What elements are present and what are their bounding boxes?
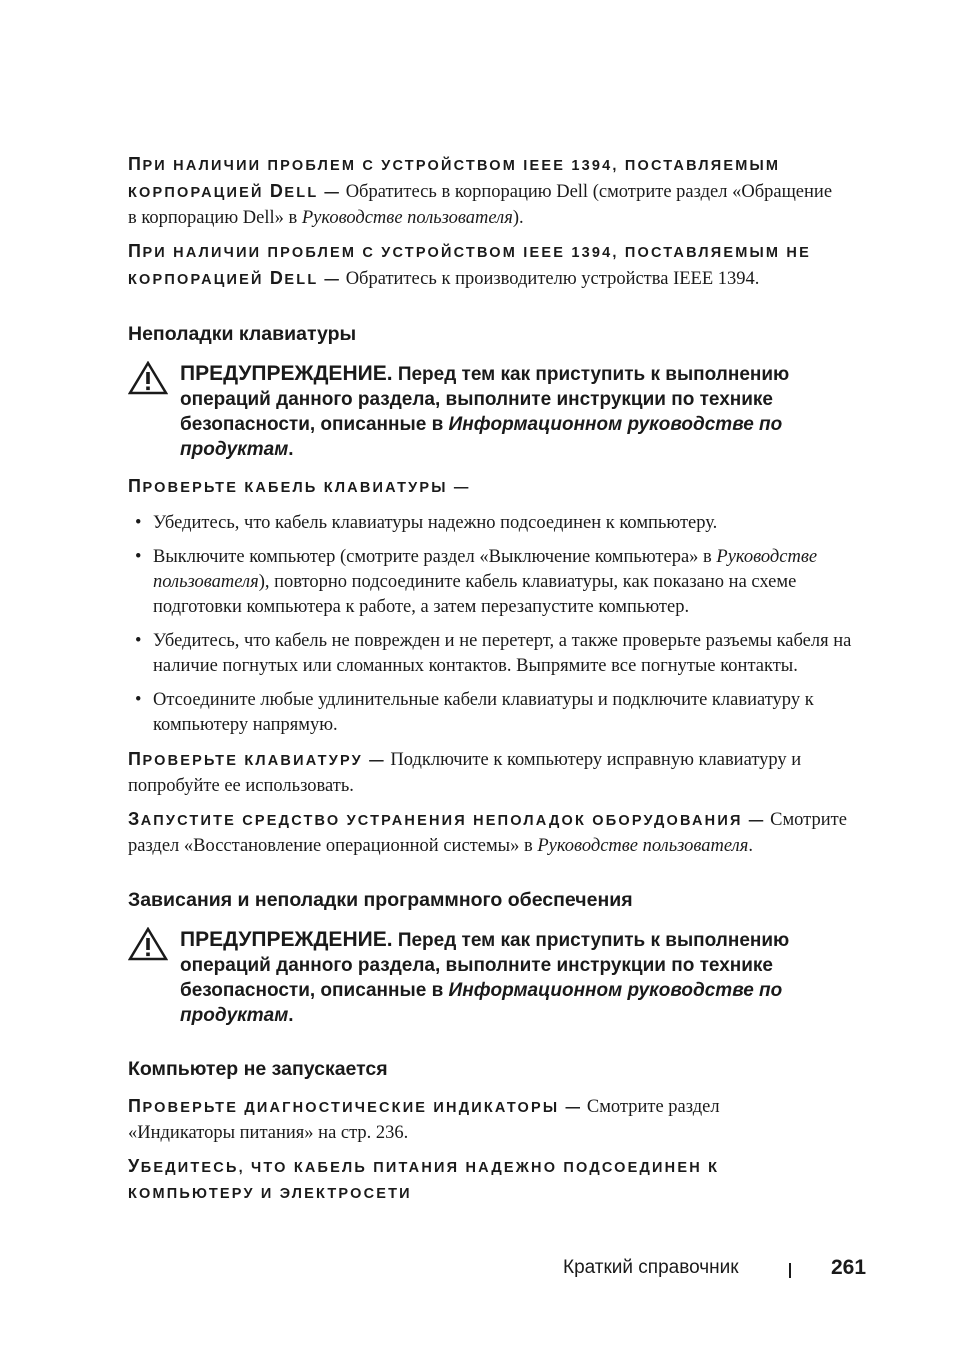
bullet-icon: • bbox=[135, 513, 142, 533]
user-guide-ref: Руководстве пользователя bbox=[537, 836, 749, 856]
keyboard-heading: Неполадки клавиатуры bbox=[128, 323, 357, 345]
warning-triangle-icon bbox=[128, 361, 168, 395]
ieee-non-dell-lead: ПРИ НАЛИЧИИ ПРОБЛЕМ С УСТРОЙСТВОМ IEEE 1394, ПОСТАВЛЯЕМЫМ НЕ КОРПОРАЦИЕЙ DELL — bbox=[128, 241, 811, 288]
page-content bbox=[128, 152, 858, 1215]
warning-label: ПРЕДУПРЕЖДЕНИЕ. bbox=[180, 928, 393, 951]
bullet-icon: • bbox=[135, 631, 142, 651]
warning-label: ПРЕДУПРЕЖДЕНИЕ. bbox=[180, 362, 393, 385]
ieee-dell-lead: ПРИ НАЛИЧИИ ПРОБЛЕМ С УСТРОЙСТВОМ IEEE 1394, ПОСТАВЛЯЕМЫМ КОРПОРАЦИЕЙ DELL — bbox=[128, 154, 781, 201]
hangs-heading: Зависания и неполадки программного обеспечения bbox=[128, 889, 633, 911]
keyboard-warning: ПРЕДУПРЕЖДЕНИЕ. Перед тем как приступить к выполнению операций данного раздела, выполните инструкции по технике безопасности, описанные в Информационном руководстве по продуктам. bbox=[128, 361, 858, 462]
product-info-guide-ref: Информационном руководстве по продуктам bbox=[180, 980, 783, 1026]
product-info-guide-ref: Информационном руководстве по продуктам bbox=[180, 414, 783, 460]
list-item: • Выключите компьютер (смотрите раздел «Выключение компьютера» в Руководстве пользователя), повторно подсоедините кабель клавиатуры, как показано на схеме подготовки компьютера к работе, а затем перезапустите компьютер. bbox=[135, 547, 818, 617]
check-keyboard-paragraph: ПРОВЕРЬТЕ КЛАВИАТУРУ — Подключите к компьютеру исправную клавиатуру и попробуйте ее использовать. bbox=[128, 749, 802, 796]
warning-text: Перед тем как приступить к выполнению операций данного раздела, выполните инструкции по технике безопасности, описанные в bbox=[180, 364, 790, 435]
list-item: • Убедитесь, что кабель клавиатуры надежно подсоединен к компьютеру. bbox=[128, 511, 858, 536]
warning-text: Перед тем как приступить к выполнению операций данного раздела, выполните инструкции по технике безопасности, описанные в bbox=[180, 930, 790, 1001]
hangs-warning: ПРЕДУПРЕЖДЕНИЕ. Перед тем как приступить к выполнению операций данного раздела, выполните инструкции по технике безопасности, описанные в Информационном руководстве по продуктам. bbox=[128, 927, 858, 1028]
bullet-icon: • bbox=[135, 690, 142, 710]
list-item: • Убедитесь, что кабель не поврежден и не перетерт, а также проверьте разъемы кабеля на наличие погнутых или сломанных контактов. Выпрямите все погнутые контакты. bbox=[135, 631, 852, 676]
warning-triangle-icon bbox=[128, 927, 168, 961]
ieee-dell-text: Обратитесь в корпорацию Dell (смотрите раздел «Обращение в корпорацию Dell» в bbox=[128, 182, 833, 228]
run-troubleshooter-paragraph: ЗАПУСТИТЕ СРЕДСТВО УСТРАНЕНИЯ НЕПОЛАДОК ОБОРУДОВАНИЯ — Смотрите раздел «Восстановление операционной системы» в Руководстве пользователя. bbox=[128, 809, 847, 856]
user-guide-ref: Руководстве пользователя bbox=[153, 547, 818, 592]
no-start-heading: Компьютер не запускается bbox=[128, 1058, 388, 1080]
list-item: • Отсоедините любые удлинительные кабели клавиатуры и подключите клавиатуру к компьютеру напрямую. bbox=[135, 690, 814, 735]
footer-divider bbox=[789, 1263, 791, 1278]
check-power-paragraph: УБЕДИТЕСЬ, ЧТО КАБЕЛЬ ПИТАНИЯ НАДЕЖНО ПОДСОЕДИНЕН К КОМПЬЮТЕРУ И ЭЛЕКТРОСЕТИ bbox=[128, 1156, 720, 1202]
page-number: 261 bbox=[831, 1256, 867, 1279]
user-guide-ref: Руководстве пользователя bbox=[301, 208, 513, 228]
ieee-non-dell-paragraph bbox=[128, 239, 858, 293]
check-diagnostic-paragraph: ПРОВЕРЬТЕ ДИАГНОСТИЧЕСКИЕ ИНДИКАТОРЫ — Смотрите раздел «Индикаторы питания» на стр. 236. bbox=[128, 1096, 720, 1143]
keyboard-cable-steps bbox=[128, 511, 858, 738]
page-footer bbox=[563, 1256, 867, 1282]
check-cable-lead: ПРОВЕРЬТЕ КАБЕЛЬ КЛАВИАТУРЫ — bbox=[128, 476, 471, 496]
ieee-non-dell-text: Обратитесь к производителю устройства IEEE 1394. bbox=[341, 269, 760, 289]
bullet-icon: • bbox=[135, 547, 142, 567]
footer-title: Краткий справочник bbox=[563, 1257, 739, 1278]
ieee-dell-paragraph: ПРИ НАЛИЧИИ ПРОБЛЕМ С УСТРОЙСТВОМ IEEE 1394, ПОСТАВЛЯЕМЫМ КОРПОРАЦИЕЙ DELL — Обратитесь в корпорацию Dell (смотрите раздел «Обращение в корпорацию Dell» в Руководстве пользователя). bbox=[128, 154, 833, 228]
